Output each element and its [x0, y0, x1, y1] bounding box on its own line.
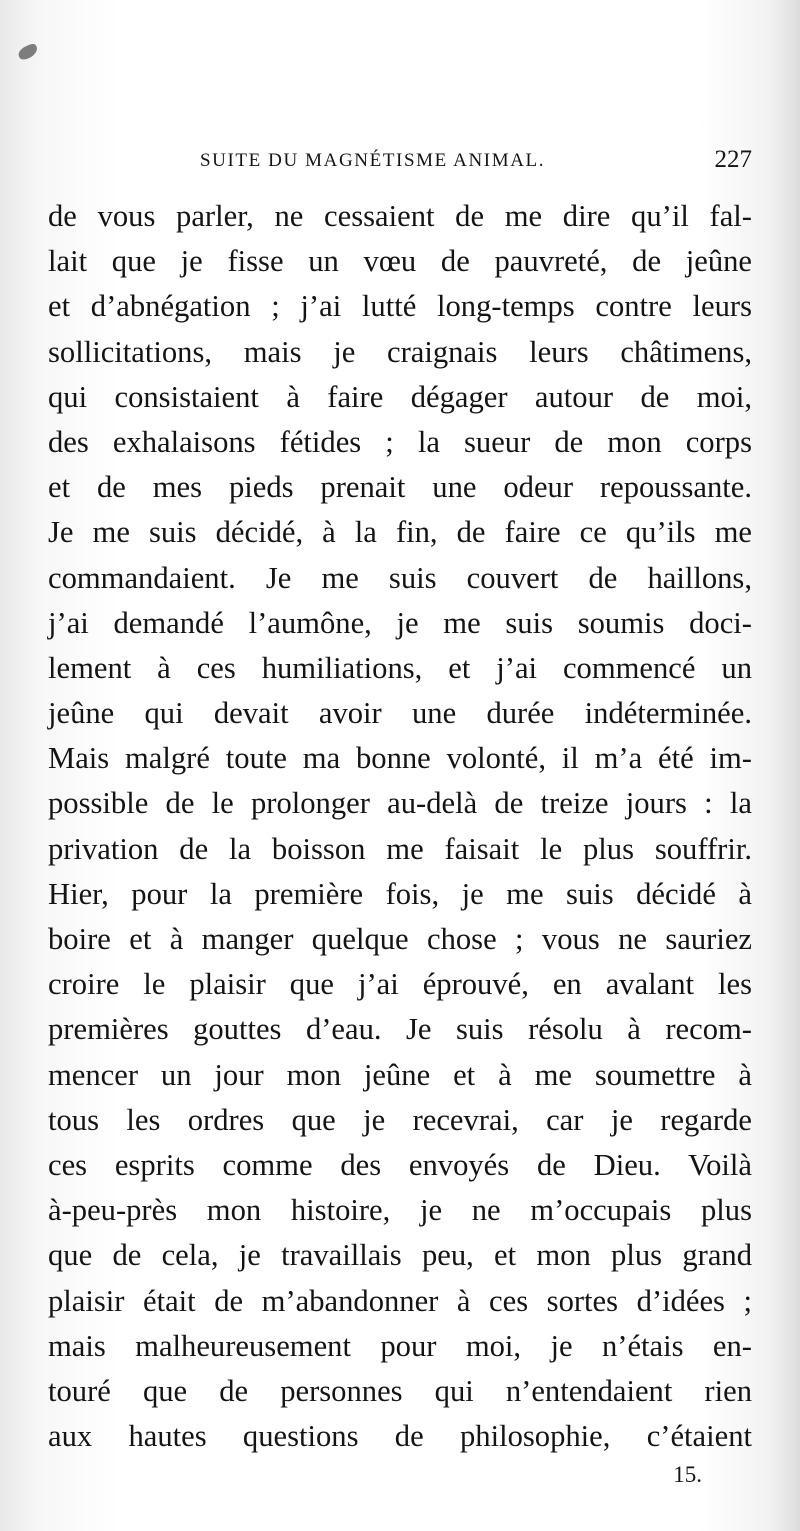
text-line: qui consistaient à faire dégager autour de moi,	[48, 379, 752, 414]
text-line: plaisir était de m’abandonner à ces sortes d’idées ;	[48, 1283, 752, 1318]
text-line: mais malheureusement pour moi, je n’étais en-	[48, 1328, 752, 1363]
text-line: aux hautes questions de philosophie, c’étaient	[48, 1419, 752, 1454]
text-line: que de cela, je travaillais peu, et mon plus grand	[48, 1238, 752, 1273]
text-line: à-peu-près mon histoire, je ne m’occupais plus	[48, 1193, 752, 1228]
text-line: ces esprits comme des envoyés de Dieu. Voilà	[48, 1147, 752, 1182]
ink-smudge	[16, 42, 39, 61]
text-line: Hier, pour la première fois, je me suis décidé à	[48, 876, 752, 911]
text-line: touré que de personnes qui n’entendaient rien	[48, 1373, 752, 1408]
text-line: des exhalaisons fétides ; la sueur de mon corps	[48, 424, 752, 459]
text-line: boire et à manger quelque chose ; vous ne sauriez	[48, 922, 752, 956]
body-text	[48, 194, 752, 1459]
text-line: lement à ces humiliations, et j’ai commencé un	[48, 650, 752, 685]
text-line: et de mes pieds prenait une odeur repoussante.	[48, 470, 752, 505]
text-line: possible de le prolonger au-delà de treize jours : la	[48, 786, 752, 821]
signature-mark: 15.	[673, 1462, 702, 1487]
page-number: 227	[714, 146, 752, 173]
text-line: sollicitations, mais je craignais leurs châtimens,	[48, 334, 752, 369]
text-line: privation de la boisson me faisait le plus souffrir.	[48, 831, 752, 866]
text-line: Je me suis décidé, à la fin, de faire ce qu’ils me	[48, 515, 752, 550]
text-line: Mais malgré toute ma bonne volonté, il m’a été im-	[48, 741, 752, 776]
text-line: croire le plaisir que j’ai éprouvé, en avalant les	[48, 967, 752, 1002]
page-header	[48, 146, 752, 180]
text-line: mencer un jour mon jeûne et à me soumettre à	[48, 1057, 752, 1092]
text-line: commandaient. Je me suis couvert de haillons,	[48, 560, 752, 595]
text-line: et d’abnégation ; j’ai lutté long-temps contre leurs	[48, 289, 752, 324]
text-line: jeûne qui devait avoir une durée indéterminée.	[48, 696, 752, 731]
text-line: tous les ordres que je recevrai, car je regarde	[48, 1102, 752, 1137]
text-line: premières gouttes d’eau. Je suis résolu à recom-	[48, 1012, 752, 1047]
text-line: lait que je fisse un vœu de pauvreté, de jeûne	[48, 244, 752, 279]
running-head: SUITE DU MAGNÉTISME ANIMAL.	[200, 150, 546, 171]
text-line: j’ai demandé l’aumône, je me suis soumis doci-	[48, 605, 752, 640]
text-line: de vous parler, ne cessaient de me dire qu’il fal-	[48, 199, 752, 233]
